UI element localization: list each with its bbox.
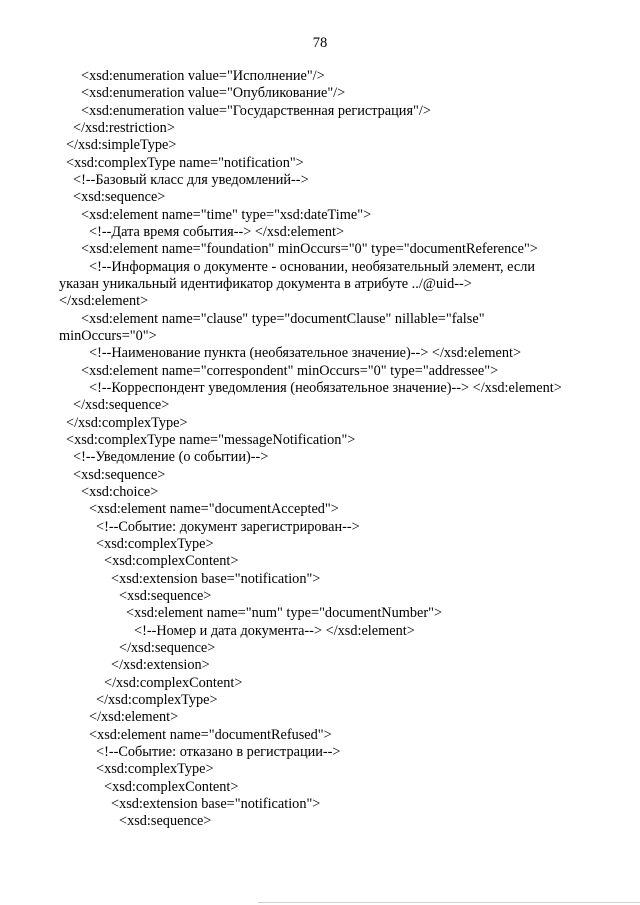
code-line: minOccurs="0"> [59, 328, 157, 344]
code-line: <xsd:choice> [81, 484, 159, 500]
code-line: </xsd:element> [89, 709, 179, 725]
code-line: <xsd:element name="correspondent" minOccurs="0" type="addressee"> [81, 363, 499, 379]
code-line: <xsd:element name="time" type="xsd:dateTime"> [81, 207, 372, 223]
code-line: <xsd:complexContent> [104, 553, 239, 569]
code-line: <xsd:complexType> [96, 761, 214, 777]
code-line: <xsd:enumeration value="Исполнение"/> [81, 68, 325, 84]
code-line: <xsd:extension base="notification"> [111, 571, 321, 587]
code-line: <xsd:element name="documentAccepted"> [89, 501, 339, 517]
code-line: <!--Корреспондент уведомления (необязательное значение)--> </xsd:element> [89, 380, 562, 396]
code-line: </xsd:complexContent> [104, 675, 243, 691]
code-line: <xsd:complexType name="notification"> [66, 155, 304, 171]
code-line: <xsd:element name="num" type="documentNumber"> [126, 605, 443, 621]
code-line: </xsd:sequence> [119, 640, 216, 656]
page-bottom-rule [258, 902, 640, 903]
code-line: <xsd:element name="foundation" minOccurs="0" type="documentReference"> [81, 241, 538, 257]
code-line: </xsd:element> [59, 293, 149, 309]
code-line: <xsd:enumeration value="Опубликование"/> [81, 85, 346, 101]
code-line: <xsd:complexType name="messageNotification"> [66, 432, 356, 448]
code-line: <xsd:complexContent> [104, 779, 239, 795]
code-line: <!--Дата время события--> </xsd:element> [89, 224, 345, 240]
code-line: </xsd:simpleType> [66, 137, 177, 153]
code-line: <xsd:sequence> [73, 189, 166, 205]
code-line: <!--Базовый класс для уведомлений--> [73, 172, 309, 188]
code-line: <!--Событие: отказано в регистрации--> [96, 744, 341, 760]
code-line: </xsd:complexType> [66, 415, 188, 431]
code-line: </xsd:restriction> [73, 120, 175, 136]
code-line: </xsd:complexType> [96, 692, 218, 708]
page-number: 78 [312, 35, 328, 51]
code-line: указан уникальный идентификатор документа в атрибуте ../@uid--> [59, 276, 472, 292]
code-line: <xsd:element name="clause" type="documentClause" nillable="false" [81, 311, 485, 327]
code-line: <xsd:enumeration value="Государственная регистрация"/> [81, 103, 431, 119]
code-line: <!--Наименование пункта (необязательное значение)--> </xsd:element> [89, 345, 522, 361]
code-line: <!--Событие: документ зарегистрирован--> [96, 519, 360, 535]
code-line: </xsd:extension> [111, 657, 210, 673]
code-line: <xsd:sequence> [119, 588, 212, 604]
code-line: <xsd:extension base="notification"> [111, 796, 321, 812]
code-line: <!--Уведомление (о событии)--> [73, 449, 269, 465]
code-line: <!--Номер и дата документа--> </xsd:element> [134, 623, 415, 639]
code-line: <!--Информация о документе - основании, необязательный элемент, если [89, 259, 536, 275]
code-line: </xsd:sequence> [73, 397, 170, 413]
code-line: <xsd:sequence> [73, 467, 166, 483]
code-line: <xsd:element name="documentRefused"> [89, 727, 332, 743]
code-line: <xsd:sequence> [119, 813, 212, 829]
code-line: <xsd:complexType> [96, 536, 214, 552]
